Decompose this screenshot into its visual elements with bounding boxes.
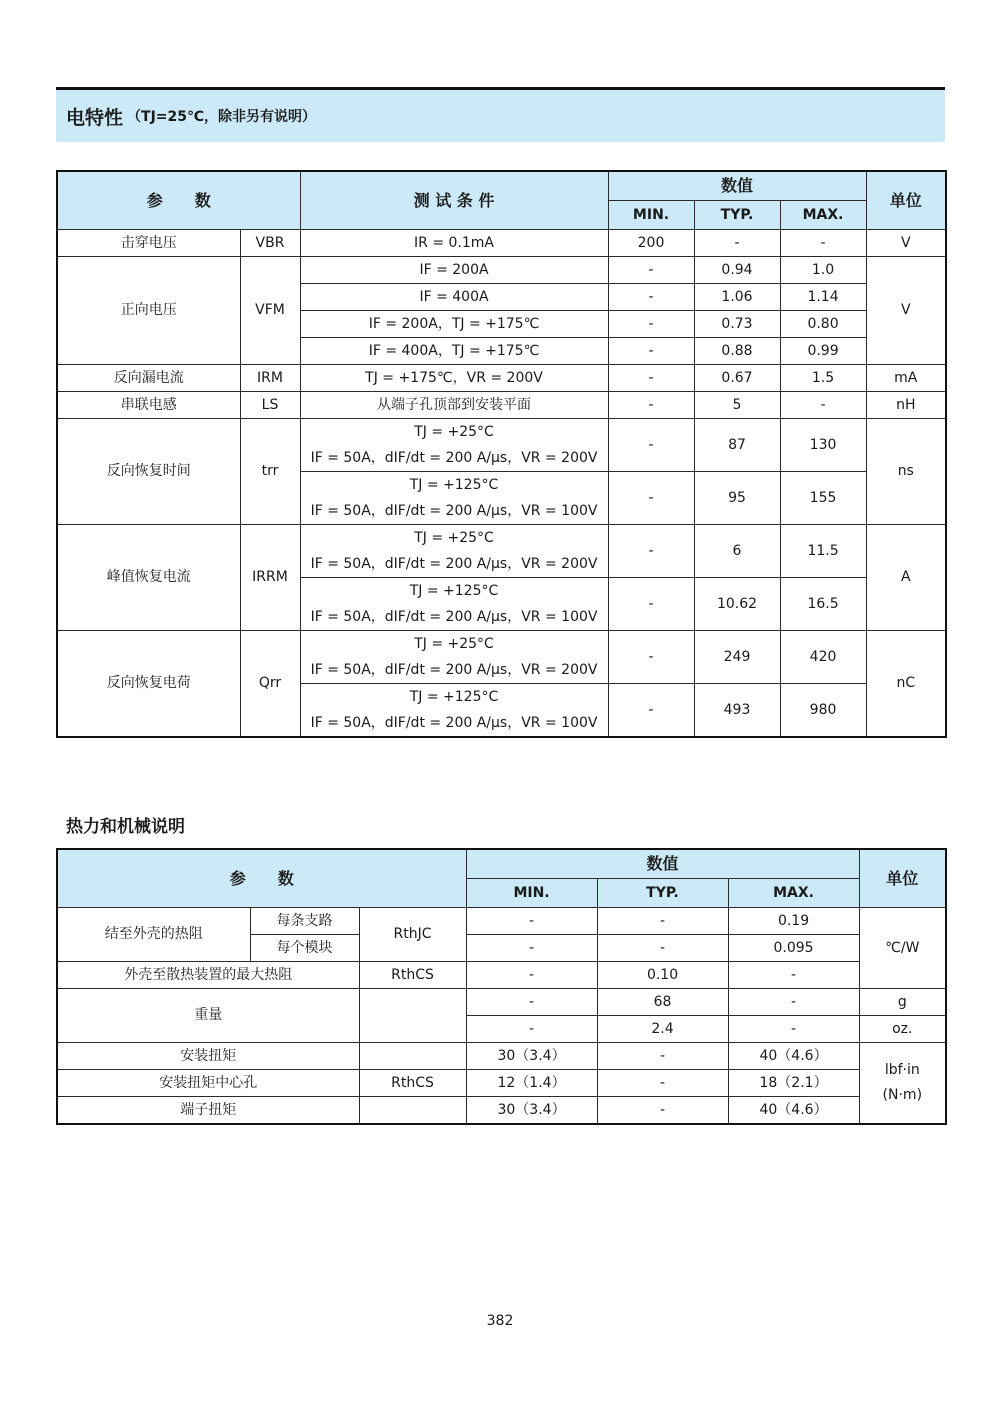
param-sub: 每个模块 xyxy=(250,935,359,962)
condition: 从端子孔顶部到安装平面 xyxy=(300,392,608,419)
condition-temp: TJ = +125°C xyxy=(300,684,608,711)
condition-detail: IF = 50A，dIF/dt = 200 A/μs，VR = 200V xyxy=(300,657,608,684)
max-value: 130 xyxy=(780,419,866,472)
param-name: 击穿电压 xyxy=(57,230,240,257)
table-row xyxy=(57,257,946,284)
min-value: - xyxy=(608,365,694,392)
max-value: - xyxy=(728,989,859,1016)
max-value: 0.80 xyxy=(780,311,866,338)
condition: IR = 0.1mA xyxy=(300,230,608,257)
typ-value: 2.4 xyxy=(597,1016,728,1043)
max-value: - xyxy=(728,962,859,989)
min-value: - xyxy=(608,472,694,525)
typ-value: 493 xyxy=(694,684,780,738)
table-row xyxy=(57,1097,946,1125)
table-row xyxy=(57,631,946,658)
unit: ns xyxy=(866,419,946,525)
min-value: - xyxy=(608,257,694,284)
max-value: - xyxy=(780,230,866,257)
table-row xyxy=(57,1070,946,1097)
param-symbol: VBR xyxy=(240,230,300,257)
max-value: 1.5 xyxy=(780,365,866,392)
param-sub: 每条支路 xyxy=(250,908,359,935)
min-value: - xyxy=(608,284,694,311)
param-name: 外壳至散热装置的最大热阻 xyxy=(57,962,359,989)
unit: V xyxy=(866,230,946,257)
header-values: 数值 xyxy=(608,171,866,201)
min-value: - xyxy=(608,525,694,578)
typ-value: - xyxy=(597,1070,728,1097)
unit-torque-line2: (N·m) xyxy=(882,1087,923,1103)
param-symbol: Qrr xyxy=(240,631,300,738)
typ-value: 0.10 xyxy=(597,962,728,989)
typ-value: 87 xyxy=(694,419,780,472)
typ-value: 10.62 xyxy=(694,578,780,631)
max-value: 155 xyxy=(780,472,866,525)
param-symbol: RthJC xyxy=(359,908,466,962)
section-note: （TJ=25℃，除非另有说明） xyxy=(127,109,316,125)
param-symbol xyxy=(359,1043,466,1070)
page-number: 382 xyxy=(486,1313,514,1329)
min-value: 30（3.4） xyxy=(466,1097,597,1125)
table-row xyxy=(57,365,946,392)
param-name: 重量 xyxy=(57,989,359,1043)
param-name: 反向恢复时间 xyxy=(57,419,240,525)
header-condition: 测 试 条 件 xyxy=(300,171,608,230)
max-value: 40（4.6） xyxy=(728,1097,859,1125)
max-value: 0.095 xyxy=(728,935,859,962)
typ-value: - xyxy=(597,935,728,962)
header-param: 参 数 xyxy=(57,849,466,908)
table-row xyxy=(57,908,946,935)
max-value: 1.0 xyxy=(780,257,866,284)
table-row xyxy=(57,962,946,989)
condition-temp: TJ = +25°C xyxy=(300,525,608,552)
condition-temp: TJ = +125°C xyxy=(300,472,608,499)
param-name: 安装扭矩中心孔 xyxy=(57,1070,359,1097)
param-name: 反向恢复电荷 xyxy=(57,631,240,738)
param-symbol: RthCS xyxy=(359,1070,466,1097)
typ-value: 249 xyxy=(694,631,780,684)
unit-torque-line1: lbf·in xyxy=(884,1062,920,1079)
header-unit: 单位 xyxy=(866,171,946,230)
unit: A xyxy=(866,525,946,631)
param-name: 结至外壳的热阻 xyxy=(57,908,250,962)
header-values: 数值 xyxy=(466,849,859,879)
max-value: 11.5 xyxy=(780,525,866,578)
max-value: - xyxy=(728,1016,859,1043)
typ-value: 1.06 xyxy=(694,284,780,311)
param-symbol: trr xyxy=(240,419,300,525)
condition-detail: IF = 50A，dIF/dt = 200 A/μs，VR = 200V xyxy=(300,445,608,472)
min-value: - xyxy=(466,908,597,935)
param-name: 安装扭矩 xyxy=(57,1043,359,1070)
typ-value: - xyxy=(694,230,780,257)
header-typ: TYP. xyxy=(694,201,780,230)
max-value: 1.14 xyxy=(780,284,866,311)
electrical-characteristics-table xyxy=(56,170,947,738)
unit: ℃/W xyxy=(859,908,946,989)
min-value: - xyxy=(466,962,597,989)
header-max: MAX. xyxy=(780,201,866,230)
typ-value: 5 xyxy=(694,392,780,419)
min-value: - xyxy=(608,338,694,365)
condition: TJ = +175℃，VR = 200V xyxy=(300,365,608,392)
min-value: - xyxy=(608,631,694,684)
header-max: MAX. xyxy=(728,879,859,908)
max-value: 18（2.1） xyxy=(728,1070,859,1097)
header-min: MIN. xyxy=(466,879,597,908)
param-name: 正向电压 xyxy=(57,257,240,365)
unit: nC xyxy=(866,631,946,738)
condition-temp: TJ = +25°C xyxy=(300,631,608,658)
min-value: - xyxy=(608,392,694,419)
typ-value: 0.88 xyxy=(694,338,780,365)
section-title: 电特性 xyxy=(66,106,124,129)
unit: oz. xyxy=(859,1016,946,1043)
table-row xyxy=(57,1043,946,1070)
param-symbol xyxy=(359,989,466,1043)
typ-value: 0.67 xyxy=(694,365,780,392)
max-value: 980 xyxy=(780,684,866,738)
table-row xyxy=(57,419,946,446)
typ-value: 95 xyxy=(694,472,780,525)
typ-value: 68 xyxy=(597,989,728,1016)
min-value: 30（3.4） xyxy=(466,1043,597,1070)
condition-temp: TJ = +125°C xyxy=(300,578,608,605)
unit: nH xyxy=(866,392,946,419)
typ-value: - xyxy=(597,908,728,935)
min-value: - xyxy=(466,935,597,962)
condition: IF = 200A xyxy=(300,257,608,284)
min-value: - xyxy=(608,684,694,738)
param-name: 峰值恢复电流 xyxy=(57,525,240,631)
typ-value: 6 xyxy=(694,525,780,578)
header-typ: TYP. xyxy=(597,879,728,908)
typ-value: 0.94 xyxy=(694,257,780,284)
typ-value: 0.73 xyxy=(694,311,780,338)
max-value: 40（4.6） xyxy=(728,1043,859,1070)
table-row xyxy=(57,392,946,419)
min-value: - xyxy=(608,311,694,338)
min-value: 200 xyxy=(608,230,694,257)
min-value: - xyxy=(466,1016,597,1043)
max-value: - xyxy=(780,392,866,419)
table-row xyxy=(57,230,946,257)
section-title-thermal: 热力和机械说明 xyxy=(66,817,185,837)
param-name: 端子扭矩 xyxy=(57,1097,359,1125)
condition-temp: TJ = +25°C xyxy=(300,419,608,446)
condition-detail: IF = 50A，dIF/dt = 200 A/μs，VR = 100V xyxy=(300,498,608,525)
min-value: 12（1.4） xyxy=(466,1070,597,1097)
min-value: - xyxy=(608,419,694,472)
typ-value: - xyxy=(597,1097,728,1125)
header-unit: 单位 xyxy=(859,849,946,908)
thermal-mechanical-table xyxy=(56,848,947,1125)
condition-detail: IF = 50A，dIF/dt = 200 A/μs，VR = 200V xyxy=(300,551,608,578)
param-symbol: LS xyxy=(240,392,300,419)
table-row xyxy=(57,525,946,552)
section-banner-electrical xyxy=(56,87,945,142)
max-value: 0.19 xyxy=(728,908,859,935)
param-symbol: RthCS xyxy=(359,962,466,989)
condition: IF = 400A，TJ = +175℃ xyxy=(300,338,608,365)
param-symbol: IRRM xyxy=(240,525,300,631)
param-symbol: VFM xyxy=(240,257,300,365)
max-value: 16.5 xyxy=(780,578,866,631)
param-name: 反向漏电流 xyxy=(57,365,240,392)
param-symbol: IRM xyxy=(240,365,300,392)
unit: mA xyxy=(866,365,946,392)
unit: V xyxy=(866,257,946,365)
condition-detail: IF = 50A，dIF/dt = 200 A/μs，VR = 100V xyxy=(300,604,608,631)
header-min: MIN. xyxy=(608,201,694,230)
table-row xyxy=(57,989,946,1016)
unit-torque xyxy=(859,1043,946,1125)
min-value: - xyxy=(608,578,694,631)
condition: IF = 400A xyxy=(300,284,608,311)
min-value: - xyxy=(466,989,597,1016)
condition: IF = 200A，TJ = +175℃ xyxy=(300,311,608,338)
condition-detail: IF = 50A，dIF/dt = 200 A/μs，VR = 100V xyxy=(300,710,608,737)
max-value: 420 xyxy=(780,631,866,684)
param-name: 串联电感 xyxy=(57,392,240,419)
header-param: 参 数 xyxy=(57,171,300,230)
unit: g xyxy=(859,989,946,1016)
typ-value: - xyxy=(597,1043,728,1070)
param-symbol xyxy=(359,1097,466,1125)
max-value: 0.99 xyxy=(780,338,866,365)
